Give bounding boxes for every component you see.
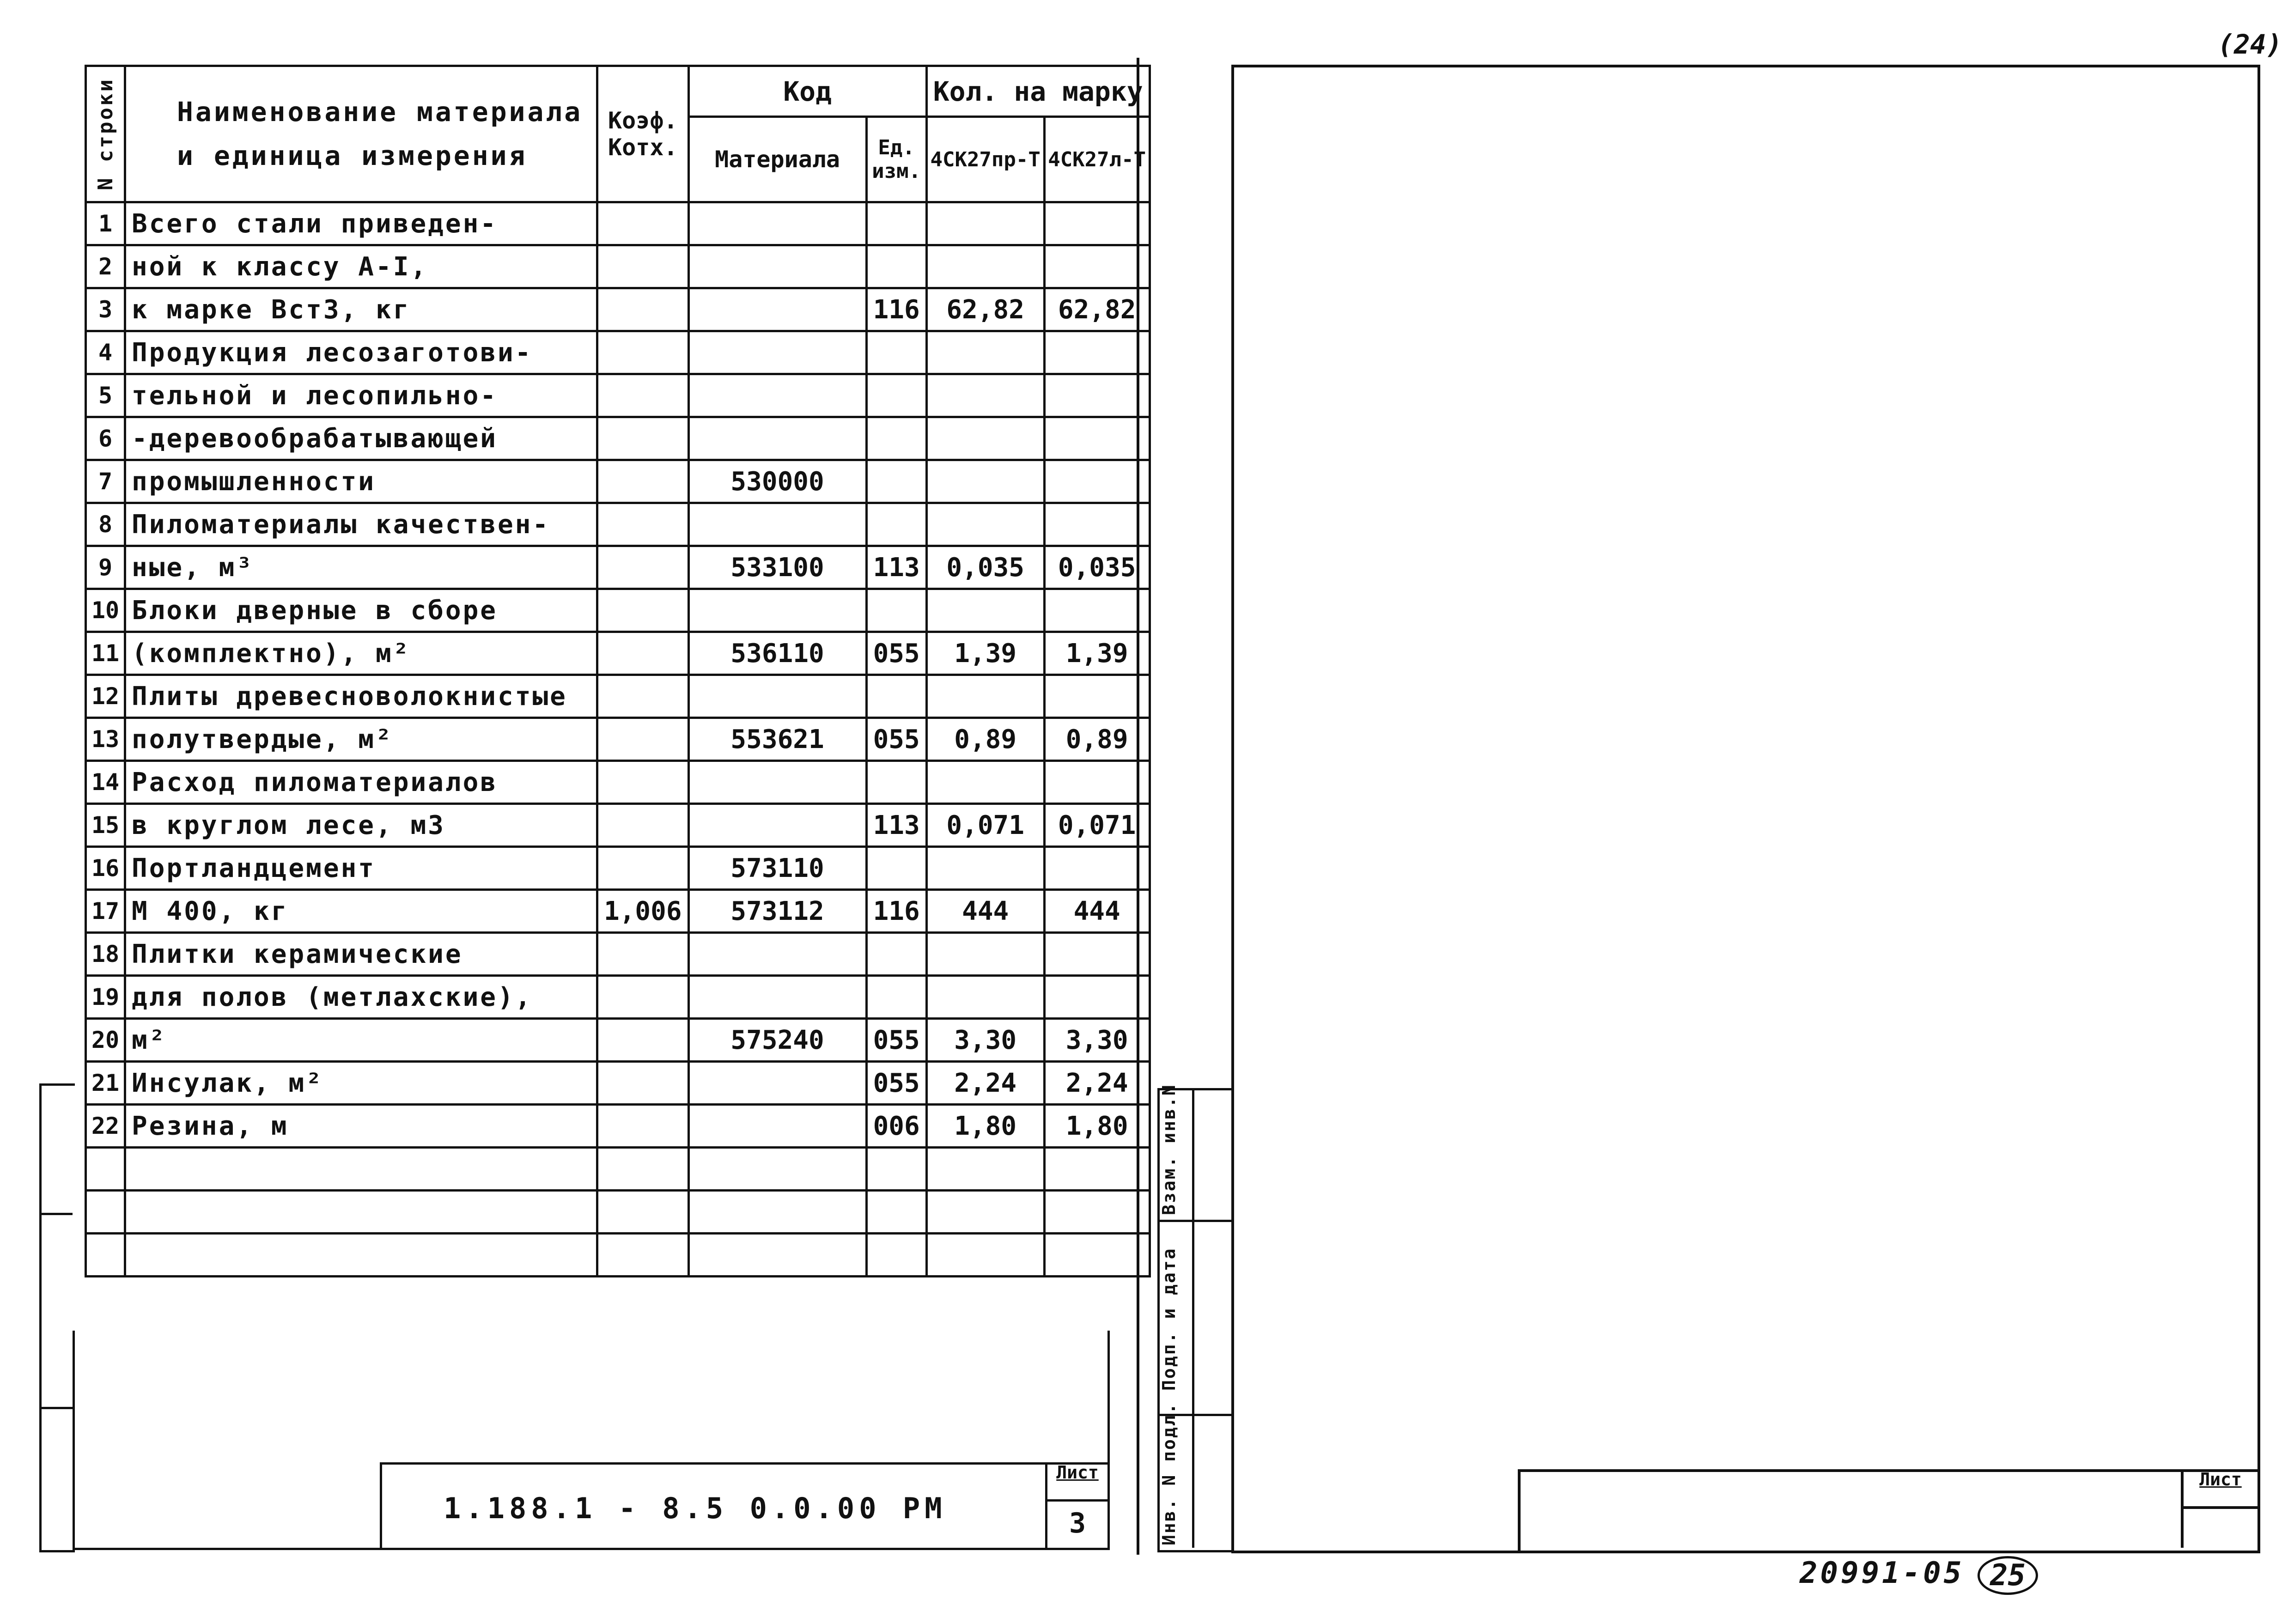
- material-code: [688, 202, 866, 245]
- quantity-mark-1: [926, 589, 1044, 632]
- material-name: Портландцемент: [125, 847, 597, 890]
- material-code: [688, 933, 866, 976]
- sheet-number: 3: [1069, 1507, 1086, 1539]
- right-sheet-label: Лист: [2199, 1469, 2242, 1490]
- table-row: [86, 804, 1150, 847]
- material-code: 575240: [688, 1019, 866, 1062]
- row-number: 8: [86, 503, 125, 546]
- unit-code: [866, 460, 926, 503]
- row-number: 10: [86, 589, 125, 632]
- quantity-mark-2: [1044, 331, 1150, 374]
- header-mark-2: 4СК27л-Т: [1044, 117, 1150, 202]
- material-code: [688, 1105, 866, 1148]
- unit-code: 055: [866, 718, 926, 761]
- material-name: Блоки дверные в сборе: [125, 589, 597, 632]
- coefficient: [597, 1148, 689, 1191]
- coefficient: [597, 675, 689, 718]
- quantity-mark-2: 0,035: [1044, 546, 1150, 589]
- row-number: 22: [86, 1105, 125, 1148]
- quantity-mark-2: [1044, 1191, 1150, 1234]
- header-quantity: Кол. на марку: [926, 66, 1150, 117]
- material-name: Всего стали приведен-: [125, 202, 597, 245]
- coefficient: [597, 847, 689, 890]
- quantity-mark-1: [926, 331, 1044, 374]
- material-code: [688, 589, 866, 632]
- quantity-mark-2: [1044, 847, 1150, 890]
- material-code: [688, 1191, 866, 1234]
- material-name: Резина, м: [125, 1105, 597, 1148]
- quantity-mark-2: [1044, 675, 1150, 718]
- quantity-mark-2: 1,80: [1044, 1105, 1150, 1148]
- quantity-mark-1: [926, 374, 1044, 417]
- quantity-mark-1: 1,80: [926, 1105, 1044, 1148]
- quantity-mark-2: [1044, 976, 1150, 1019]
- coefficient: [597, 976, 689, 1019]
- header-coefficient: Коэф. Котх.: [597, 66, 689, 202]
- unit-code: 055: [866, 632, 926, 675]
- quantity-mark-2: [1044, 202, 1150, 245]
- coefficient: [597, 718, 689, 761]
- quantity-mark-1: 0,035: [926, 546, 1044, 589]
- unit-code: 113: [866, 804, 926, 847]
- unit-code: [866, 1234, 926, 1277]
- quantity-mark-1: 3,30: [926, 1019, 1044, 1062]
- quantity-mark-1: [926, 460, 1044, 503]
- material-name: к марке Вст3, кг: [125, 288, 597, 331]
- coefficient: [597, 503, 689, 546]
- material-name: Расход пиломатериалов: [125, 761, 597, 804]
- quantity-mark-1: 0,071: [926, 804, 1044, 847]
- coefficient: [597, 589, 689, 632]
- quantity-mark-2: [1044, 933, 1150, 976]
- material-name: -деревообрабатывающей: [125, 417, 597, 460]
- row-number: 7: [86, 460, 125, 503]
- header-code-unit: Ед. изм.: [866, 117, 926, 202]
- material-name: тельной и лесопильно-: [125, 374, 597, 417]
- row-number: 6: [86, 417, 125, 460]
- row-number: 16: [86, 847, 125, 890]
- unit-code: [866, 1191, 926, 1234]
- row-number: 1: [86, 202, 125, 245]
- unit-code: 055: [866, 1019, 926, 1062]
- row-number: 17: [86, 890, 125, 933]
- coefficient: [597, 1191, 689, 1234]
- material-code: [688, 503, 866, 546]
- material-name: промышленности: [125, 460, 597, 503]
- table-row: [86, 718, 1150, 761]
- quantity-mark-2: 1,39: [1044, 632, 1150, 675]
- unit-code: 116: [866, 890, 926, 933]
- sheet-number-box: [1045, 1462, 1107, 1548]
- table-row: [86, 417, 1150, 460]
- table-row: [86, 546, 1150, 589]
- quantity-mark-1: [926, 1191, 1044, 1234]
- materials-table: [85, 65, 1151, 1277]
- unit-code: [866, 589, 926, 632]
- unit-code: 006: [866, 1105, 926, 1148]
- quantity-mark-1: [926, 202, 1044, 245]
- row-number: [86, 1148, 125, 1191]
- material-name: [125, 1234, 597, 1277]
- material-code: [688, 331, 866, 374]
- inv-replaced-label: Взам. инв.N: [1159, 1083, 1179, 1215]
- row-number: 15: [86, 804, 125, 847]
- table-row: [86, 632, 1150, 675]
- row-number: 13: [86, 718, 125, 761]
- unit-code: 055: [866, 1062, 926, 1105]
- coefficient: [597, 632, 689, 675]
- row-number: 3: [86, 288, 125, 331]
- table-row: [86, 933, 1150, 976]
- material-name: (комплектно), м²: [125, 632, 597, 675]
- quantity-mark-1: 62,82: [926, 288, 1044, 331]
- table-row: [86, 589, 1150, 632]
- material-code: [688, 288, 866, 331]
- table-row: [86, 1148, 1150, 1191]
- table-row: [86, 1234, 1150, 1277]
- coefficient: [597, 417, 689, 460]
- sheet-divider: [1137, 58, 1139, 1555]
- quantity-mark-2: [1044, 1148, 1150, 1191]
- coefficient: [597, 1105, 689, 1148]
- coefficient: [597, 804, 689, 847]
- row-number: 11: [86, 632, 125, 675]
- sign-date-label: Подп. и дата: [1159, 1247, 1179, 1391]
- material-name: Инсулак, м²: [125, 1062, 597, 1105]
- page-number-bottom: 25: [1978, 1556, 2038, 1595]
- material-code: [688, 1234, 866, 1277]
- table-row: [86, 202, 1150, 245]
- quantity-mark-2: 444: [1044, 890, 1150, 933]
- table-row: [86, 1019, 1150, 1062]
- quantity-mark-2: [1044, 503, 1150, 546]
- row-number: 20: [86, 1019, 125, 1062]
- quantity-mark-2: [1044, 245, 1150, 288]
- table-row: [86, 288, 1150, 331]
- quantity-mark-2: [1044, 1234, 1150, 1277]
- quantity-mark-1: [926, 933, 1044, 976]
- quantity-mark-2: 0,89: [1044, 718, 1150, 761]
- unit-code: 113: [866, 546, 926, 589]
- sheet-label: Лист: [1056, 1462, 1099, 1483]
- row-number: 9: [86, 546, 125, 589]
- coefficient: [597, 288, 689, 331]
- coefficient: [597, 374, 689, 417]
- material-name: Пиломатериалы качествен-: [125, 503, 597, 546]
- row-number: [86, 1234, 125, 1277]
- margin-divider: [39, 1213, 73, 1215]
- right-sheet-frame: [1231, 65, 2260, 1553]
- unit-code: [866, 847, 926, 890]
- table-row: [86, 1191, 1150, 1234]
- approval-divider: [1157, 1220, 1231, 1222]
- header-row-number: N строки: [86, 66, 125, 202]
- coefficient: [597, 1062, 689, 1105]
- table-row: [86, 890, 1150, 933]
- table-row: [86, 1105, 1150, 1148]
- table-row: [86, 675, 1150, 718]
- quantity-mark-1: [926, 847, 1044, 890]
- quantity-mark-1: [926, 503, 1044, 546]
- quantity-mark-1: 0,89: [926, 718, 1044, 761]
- unit-code: [866, 245, 926, 288]
- quantity-mark-2: [1044, 589, 1150, 632]
- material-name: Плитки керамические: [125, 933, 597, 976]
- material-code: [688, 1148, 866, 1191]
- row-number: 12: [86, 675, 125, 718]
- coefficient: 1,006: [597, 890, 689, 933]
- row-number: [86, 1191, 125, 1234]
- table-row: [86, 460, 1150, 503]
- row-number: 14: [86, 761, 125, 804]
- table-row: [86, 847, 1150, 890]
- unit-code: [866, 417, 926, 460]
- coefficient: [597, 546, 689, 589]
- unit-code: [866, 675, 926, 718]
- material-name: в круглом лесе, м3: [125, 804, 597, 847]
- material-name: полутвердые, м²: [125, 718, 597, 761]
- material-code: [688, 245, 866, 288]
- row-number: 4: [86, 331, 125, 374]
- quantity-mark-2: [1044, 417, 1150, 460]
- unit-code: [866, 1148, 926, 1191]
- quantity-mark-1: [926, 761, 1044, 804]
- coefficient: [597, 1234, 689, 1277]
- quantity-mark-1: [926, 1148, 1044, 1191]
- table-row: [86, 331, 1150, 374]
- quantity-mark-1: 1,39: [926, 632, 1044, 675]
- table-row: [86, 374, 1150, 417]
- page-number-top: (24): [2218, 29, 2282, 60]
- coefficient: [597, 1019, 689, 1062]
- material-code: 533100: [688, 546, 866, 589]
- material-code: 553621: [688, 718, 866, 761]
- quantity-mark-2: 62,82: [1044, 288, 1150, 331]
- coefficient: [597, 933, 689, 976]
- unit-code: [866, 976, 926, 1019]
- unit-code: 116: [866, 288, 926, 331]
- right-sheet-number-box: [2181, 1469, 2257, 1548]
- coefficient: [597, 202, 689, 245]
- material-name: м²: [125, 1019, 597, 1062]
- table-row: [86, 1062, 1150, 1105]
- material-name: для полов (метлахские),: [125, 976, 597, 1019]
- quantity-mark-1: [926, 245, 1044, 288]
- row-number: 18: [86, 933, 125, 976]
- quantity-mark-1: 444: [926, 890, 1044, 933]
- material-name: [125, 1191, 597, 1234]
- document-code: 1.188.1 - 8.5 0.0.00 РМ: [444, 1491, 947, 1525]
- material-code: 530000: [688, 460, 866, 503]
- quantity-mark-1: [926, 976, 1044, 1019]
- material-code: 536110: [688, 632, 866, 675]
- material-code: [688, 804, 866, 847]
- table-row: [86, 761, 1150, 804]
- material-code: [688, 1062, 866, 1105]
- title-block-right: [1518, 1469, 2257, 1551]
- coefficient: [597, 460, 689, 503]
- header-code-material: Материала: [688, 117, 866, 202]
- archive-number: 20991-05: [1800, 1556, 1965, 1590]
- unit-code: [866, 933, 926, 976]
- header-mark-1: 4СК27пр-Т: [926, 117, 1044, 202]
- material-code: [688, 976, 866, 1019]
- material-name: ные, м³: [125, 546, 597, 589]
- quantity-mark-2: [1044, 374, 1150, 417]
- row-number: 5: [86, 374, 125, 417]
- unit-code: [866, 202, 926, 245]
- row-number: 2: [86, 245, 125, 288]
- table-row: [86, 503, 1150, 546]
- unit-code: [866, 374, 926, 417]
- material-name: ной к классу А-I,: [125, 245, 597, 288]
- quantity-mark-1: [926, 1234, 1044, 1277]
- material-name: [125, 1148, 597, 1191]
- material-code: 573110: [688, 847, 866, 890]
- header-material-name: Наименование материала и единица измерения: [125, 66, 597, 202]
- quantity-mark-2: 2,24: [1044, 1062, 1150, 1105]
- material-name: М 400, кг: [125, 890, 597, 933]
- inv-original-label: Инв. N подл.: [1159, 1402, 1179, 1545]
- material-name: Продукция лесозаготови-: [125, 331, 597, 374]
- quantity-mark-1: [926, 417, 1044, 460]
- quantity-mark-2: [1044, 761, 1150, 804]
- header-code: Код: [688, 66, 926, 117]
- material-name: Плиты древесноволокнистые: [125, 675, 597, 718]
- table-row: [86, 245, 1150, 288]
- row-number: 19: [86, 976, 125, 1019]
- left-margin-strip: [39, 1083, 75, 1552]
- material-code: 573112: [688, 890, 866, 933]
- coefficient: [597, 331, 689, 374]
- quantity-mark-2: 0,071: [1044, 804, 1150, 847]
- unit-code: [866, 503, 926, 546]
- quantity-mark-2: [1044, 460, 1150, 503]
- quantity-mark-1: [926, 675, 1044, 718]
- quantity-mark-1: 2,24: [926, 1062, 1044, 1105]
- approval-strip-inner-line: [1192, 1088, 1194, 1548]
- unit-code: [866, 331, 926, 374]
- row-number: 21: [86, 1062, 125, 1105]
- material-code: [688, 417, 866, 460]
- quantity-mark-2: 3,30: [1044, 1019, 1150, 1062]
- material-code: [688, 374, 866, 417]
- margin-divider: [39, 1407, 73, 1409]
- coefficient: [597, 245, 689, 288]
- material-code: [688, 761, 866, 804]
- coefficient: [597, 761, 689, 804]
- unit-code: [866, 761, 926, 804]
- table-row: [86, 976, 1150, 1019]
- material-code: [688, 675, 866, 718]
